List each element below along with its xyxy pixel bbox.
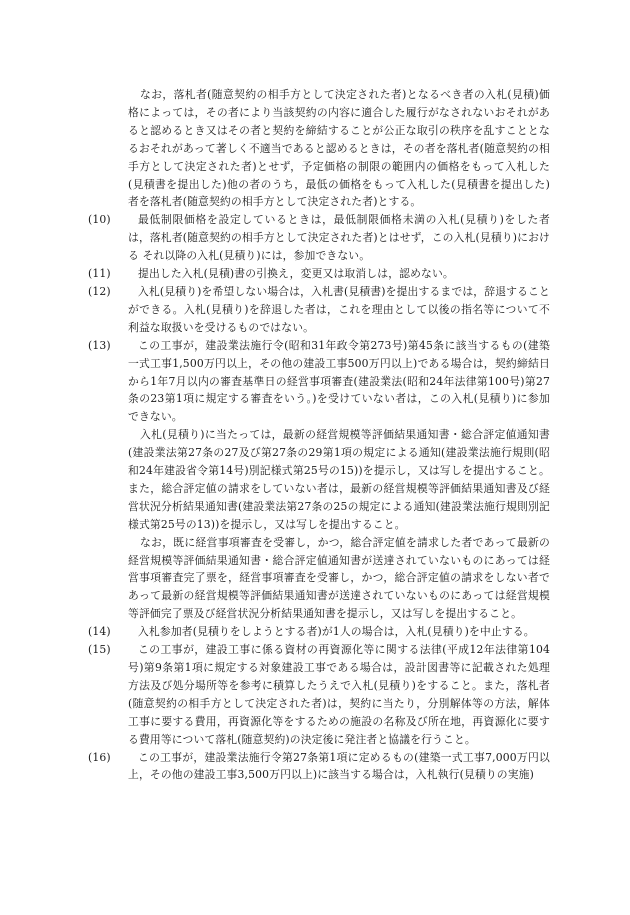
clause-number: (12) — [88, 284, 111, 298]
clause-13-subparagraph: 入札(見積り)に当たっては，最新の経営規模等評価結果通知書・総合評定値通知書(建設業法第27条の27及び第27条の29第1項の規定による通知(建設業法施行規則(昭和24年建設省令第14号)別記様式第25号の15))を提示し，又は写しを提出すること。また，総合評定値の請求をしていない者は，最新の経営規模等評価結果通知書及び経営状況分析結果通知書(建設業法第27条の25の規定による通知(建設業法施行規則別記様式第25号の13))を提示し，又は写しを提出すること。 — [128, 428, 550, 531]
clause-12 — [88, 283, 550, 337]
clause-text: 提出した入札(見積)書の引換え，変更又は取消しは，認めない。 — [138, 267, 454, 281]
clause-text: この工事が，建設業法施行令第27条第1項に定めるもの(建築一式工事7,000万円以上，その他の建設工事3,500万円以上)に該当する場合は，入札執行(見積りの実施) — [128, 750, 550, 782]
clause-text: この工事が，建設業法施行令(昭和31年政令第273号)第45条に該当するもの(建築一式工事1,500万円以上，その他の建設工事500万円以上)である場合は，契約締結日から1年7月以内の審査基準日の経営事項審査(建設業法(昭和24年法律第100号)第27条の23第1項に規定する審査をいう。)を受けていない者は，この入札(見積り)に参加できない。 — [128, 338, 550, 424]
clause-13 — [88, 337, 550, 427]
clause-16 — [88, 749, 550, 785]
clause-text: この工事が，建設工事に係る資材の再資源化等に関する法律(平成12年法律第104号)第9条第1項に規定する対象建設工事である場合は，設計図書等に記載された処理方法及び処分場所等を参考に積算したうえで入札(見積り)をすること。また，落札者(随意契約の相手方として決定された者)は，契約に当たり，分別解体等の方法，解体工事に要する費用，再資源化等をするための施設の名称及び所在地，再資源化に要する費用等について落札(随意契約)の決定後に発注者と協議を行うこと。 — [128, 643, 550, 746]
clause-text: 入札(見積り)を希望しない場合は，入札書(見積書)を提出するまでは，辞退することができる。入札(見積り)を辞退した者は，これを理由として以後の指名等について不利益な取扱いを受けるものではない。 — [128, 284, 550, 334]
clause-text: 最低制限価格を設定しているときは，最低制限価格未満の入札(見積り)をした者は，落札者(随意契約の相手方として決定された者)とはせず，この入札(見積り)における それ以降の入札(見積り)には，参加できない。 — [128, 213, 550, 263]
clause-11 — [88, 265, 550, 283]
clause-number: (14) — [88, 625, 111, 639]
clause-10 — [88, 211, 550, 265]
clause-number: (15) — [88, 643, 111, 657]
document-page — [88, 86, 550, 784]
clause-14 — [88, 623, 550, 641]
clause-number: (16) — [88, 750, 111, 764]
intro-paragraph: なお，落札者(随意契約の相手方として決定された者)となるべき者の入札(見積)価格によっては，その者により当該契約の内容に適合した履行がなされないおそれがあると認めるとき又はその者と契約を締結することが公正な取引の秩序を乱すこととなるおそれがあって著しく不適当であると認めるときは，その者を落札者(随意契約の相手方として決定された者)とせず，予定価格の制限の範囲内の価格をもって入札した(見積書を提出した)他の者のうち，最低の価格をもって入札した(見積書を提出した)者を落札者(随意契約の相手方として決定された者)とする。 — [128, 88, 550, 209]
clause-text: 入札参加者(見積りをしようとする者)が1人の場合は，入札(見積り)を中止する。 — [138, 625, 535, 639]
clause-number: (10) — [88, 213, 111, 227]
clause-number: (13) — [88, 338, 111, 352]
clause-13-subparagraph: なお，既に経営事項審査を受審し，かつ，総合評定値を請求した者であって最新の経営規模等評価結果通知書・総合評定値通知書が送達されていないものにあっては経営事項審査完了票を，経営事項審査を受審し，かつ，総合評定値の請求をしない者であって最新の経営規模等評価結果通知書が送達されていないものにあっては経営規模等評価完了票及び経営状況分析結果通知書を提示し，又は写しを提出すること。 — [128, 535, 550, 621]
clause-number: (11) — [88, 267, 111, 281]
clause-15 — [88, 641, 550, 748]
